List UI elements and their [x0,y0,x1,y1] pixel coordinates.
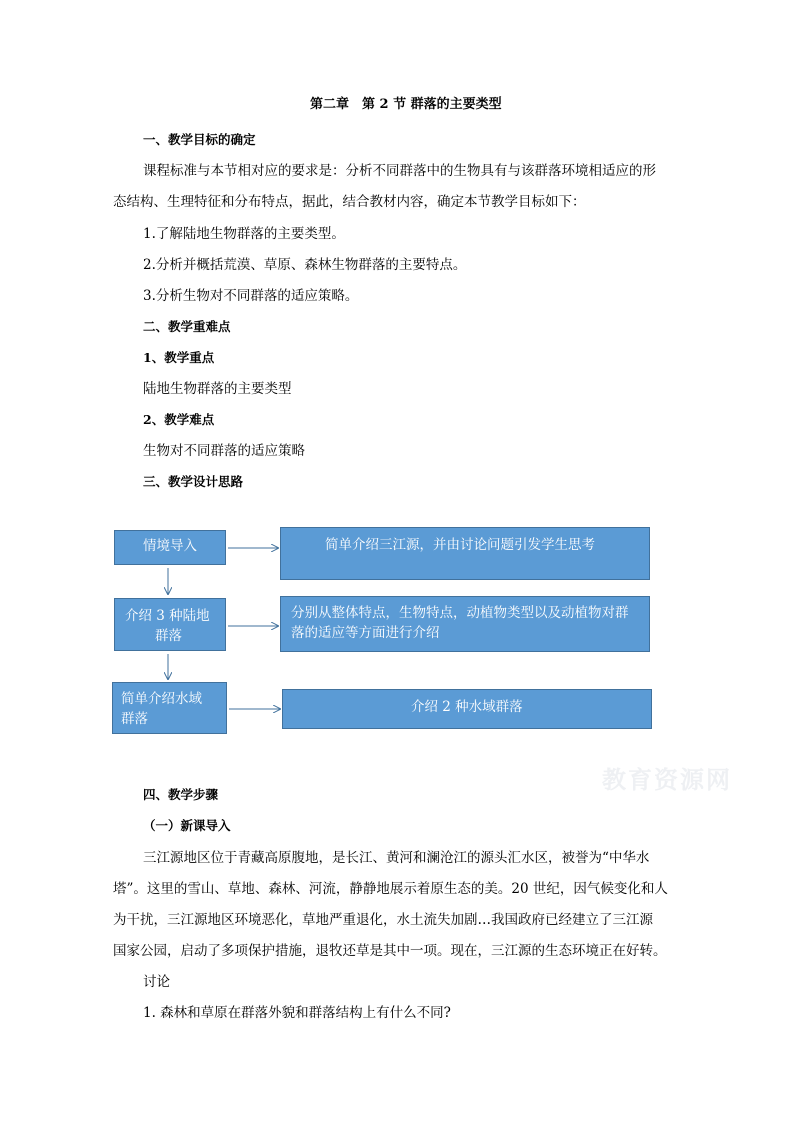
section-4-heading: 四、教学步骤 [143,787,219,802]
section-3-heading: 三、教学设计思路 [143,474,244,489]
key-point-text: 陆地生物群落的主要类型 [143,381,292,397]
flow-step-water-desc: 介绍 2 种水域群落 [411,699,523,715]
difficulty-text: 生物对不同群落的适应策略 [143,443,305,459]
intro-paragraph-line: 三江源地区位于青藏高原腹地，是长江、黄河和澜沧江的源头汇水区，被誉为“中华水 [143,850,650,866]
discussion-label: 讨论 [143,974,170,990]
flow-step-land-desc-line-2: 落的适应等方面进行介绍 [291,625,440,641]
flow-step-land-label-line-1: 介绍 3 种陆地 [125,608,210,624]
flow-step-water-label-line-1: 简单介绍水域 [121,691,202,707]
flow-step-land-desc-line-1: 分别从整体特点，生物特点，动植物类型以及动植物对群 [291,605,629,621]
flow-step-intro-desc: 简单介绍三江源，并由讨论问题引发学生思考 [325,537,595,553]
goal-item: 1.了解陆地生物群落的主要类型。 [143,226,345,242]
page-title: 第二章 第 2 节 群落的主要类型 [310,97,502,112]
key-point-heading: 1、教学重点 [143,350,215,365]
watermark: 教育资源网 [602,765,732,794]
difficulty-heading: 2、教学难点 [143,412,215,427]
section-4-subheading: （一）新课导入 [143,818,231,833]
intro-paragraph-line: 为干扰，三江源地区环境恶化，草地严重退化，水土流失加剧…我国政府已经建立了三江源 [113,912,653,928]
goal-item: 2.分析并概括荒漠、草原、森林生物群落的主要特点。 [143,257,467,273]
intro-paragraph-line: 国家公园，启动了多项保护措施，退牧还草是其中一项。现在，三江源的生态环境正在好转。 [113,943,667,959]
section-2-heading: 二、教学重难点 [143,319,231,334]
flow-step-intro-label: 情境导入 [143,538,197,554]
discussion-question-1: 1. 森林和草原在群落外貌和群落结构上有什么不同? [143,1005,451,1021]
section-1-paragraph-line-1: 课程标准与本节相对应的要求是：分析不同群落中的生物具有与该群落环境相适应的形 [143,163,656,179]
goal-item: 3.分析生物对不同群落的适应策略。 [143,288,359,304]
section-1-heading: 一、教学目标的确定 [143,132,256,147]
intro-paragraph-line: 塔”。这里的雪山、草地、森林、河流，静静地展示着原生态的美。20 世纪，因气候变化和人 [113,881,668,897]
flow-step-land-label-line-2: 群落 [155,628,182,644]
flow-step-water-label-line-2: 群落 [121,711,148,727]
section-1-paragraph-line-2: 态结构、生理特征和分布特点，据此，结合教材内容，确定本节教学目标如下： [113,194,586,210]
